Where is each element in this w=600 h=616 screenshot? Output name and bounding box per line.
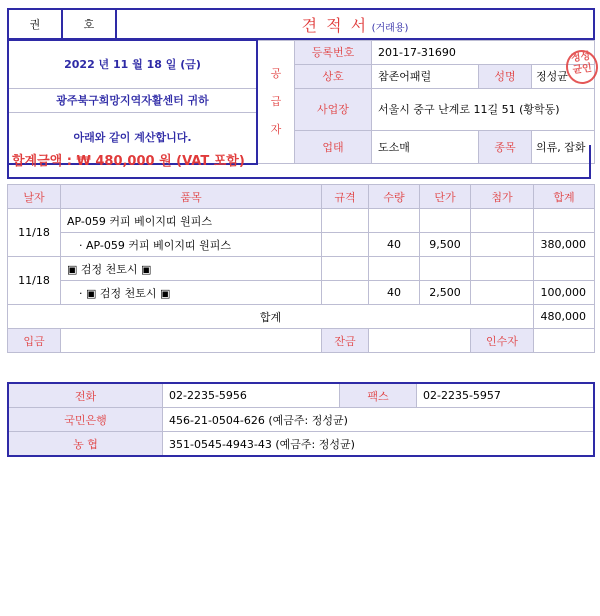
item-qty: 40 xyxy=(369,233,420,257)
supplier-side-label: 공 급 자 xyxy=(257,40,295,164)
ipgeum-value xyxy=(61,329,322,353)
fax-value: 02-2235-5957 xyxy=(417,383,595,408)
item-title: ▣ 검정 천토시 ▣ xyxy=(61,257,322,281)
jangeum-label: 잔금 xyxy=(322,329,369,353)
bank1-value: 456-21-0504-626 (예금주: 정성균) xyxy=(163,408,595,432)
reg-label: 등록번호 xyxy=(295,40,372,64)
doc-title: 견 적 서 xyxy=(301,15,369,35)
item-sub: · ▣ 검정 천토시 ▣ xyxy=(61,281,322,305)
sum-value: 480,000 xyxy=(534,305,595,329)
fax-label: 팩스 xyxy=(340,383,417,408)
item-value: 의류, 잡화 xyxy=(532,131,595,164)
row-date: 11/18 xyxy=(8,209,61,257)
type-value: 도소매 xyxy=(372,131,479,164)
col-total: 합계 xyxy=(534,185,595,209)
doc-title-sub: (거래용) xyxy=(371,22,409,34)
type-label: 업태 xyxy=(295,131,372,164)
contact-row xyxy=(8,383,594,408)
table-row xyxy=(8,281,595,305)
date-cell: 2022 년 11 월 18 일 (금) xyxy=(8,40,257,88)
phone-label: 전화 xyxy=(8,383,163,408)
seal-stamp: 정성균인 xyxy=(564,48,600,86)
row-date: 11/18 xyxy=(8,257,61,305)
name-label: 상호 xyxy=(295,64,372,88)
payment-row xyxy=(8,329,595,353)
col-date: 날자 xyxy=(8,185,61,209)
ipgeum-label: 입금 xyxy=(8,329,61,353)
receiver-value xyxy=(534,329,595,353)
message: 아래와 같이 계산합니다. xyxy=(73,130,192,144)
addr-value: 서울시 중구 난계로 11길 51 (황학동) xyxy=(372,88,595,131)
receiver-label: 인수자 xyxy=(471,329,534,353)
gwon-label: 권 xyxy=(8,9,62,39)
addr-label: 사업장 xyxy=(295,88,372,131)
jangeum-value xyxy=(369,329,471,353)
col-price: 단가 xyxy=(420,185,471,209)
sum-label: 합계 xyxy=(8,305,534,329)
doc-title-cell xyxy=(116,9,594,39)
item-label: 종목 xyxy=(479,131,532,164)
ceo-value: 정성균 xyxy=(532,64,595,88)
bank-row xyxy=(8,432,594,457)
item-sub: · AP-059 커피 베이지띠 원피스 xyxy=(61,233,322,257)
item-title: AP-059 커피 베이지띠 원피스 xyxy=(61,209,322,233)
bank1-label: 국민은행 xyxy=(8,408,163,432)
name-value: 참존어패럴 xyxy=(372,64,479,88)
ceo-label: 성명 xyxy=(479,64,532,88)
recipient: 광주북구희망지역자활센터 귀하 xyxy=(9,89,256,113)
bank2-value: 351-0545-4943-43 (예금주: 정성균) xyxy=(163,432,595,457)
col-qty: 수량 xyxy=(369,185,420,209)
bank2-label: 농 협 xyxy=(8,432,163,457)
col-spec: 규격 xyxy=(322,185,369,209)
items-header-row xyxy=(8,185,595,209)
sum-row xyxy=(8,305,595,329)
header-strip xyxy=(7,8,595,40)
col-item: 품목 xyxy=(61,185,322,209)
total-amount: 합계금액 : ₩ 480,000 원 (VAT 포함) xyxy=(7,145,591,179)
table-row xyxy=(8,209,595,233)
reg-value: 201-17-31690 xyxy=(372,40,595,64)
table-row xyxy=(8,233,595,257)
item-total: 100,000 xyxy=(534,281,595,305)
item-total: 380,000 xyxy=(534,233,595,257)
table-row xyxy=(8,257,595,281)
items-table xyxy=(7,184,595,353)
item-price: 2,500 xyxy=(420,281,471,305)
contact-bank-table xyxy=(7,382,595,457)
col-extra: 첨가 xyxy=(471,185,534,209)
ho-label: 호 xyxy=(62,9,116,39)
item-qty: 40 xyxy=(369,281,420,305)
phone-value: 02-2235-5956 xyxy=(163,383,340,408)
bank-row xyxy=(8,408,594,432)
item-price: 9,500 xyxy=(420,233,471,257)
